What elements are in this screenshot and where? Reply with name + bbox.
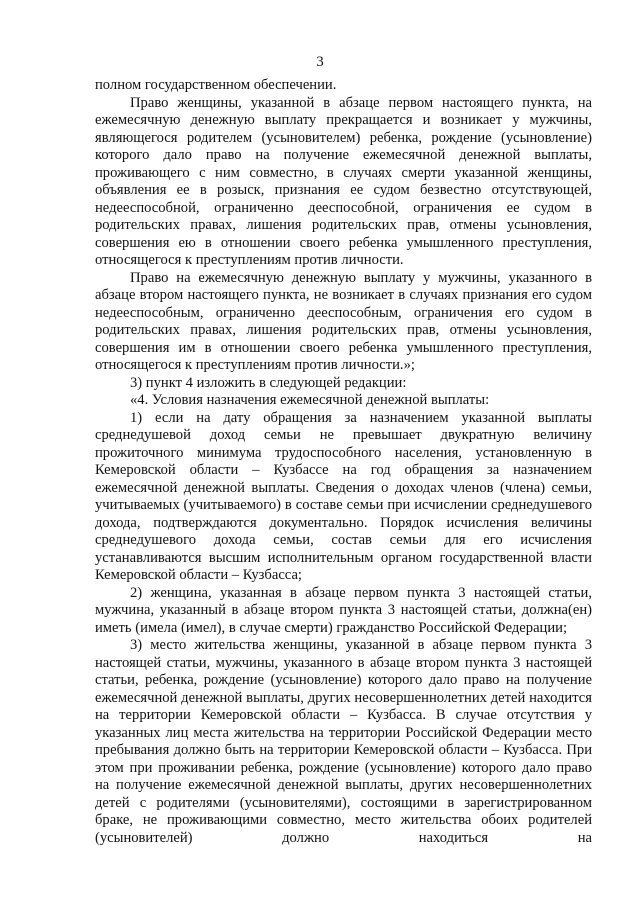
paragraph-condition-1: 1) если на дату обращения за назначением указанной выплаты среднедушевой доход семьи не превышает двукратную величину прожиточного минимума трудоспособного населения, установленную в Кемеровской области – Кузбассе на год обращения за назначением ежемесячной денежной выплаты. Сведения о доходах членов (члена) семьи, учитываемых (учитываемого) в составе семьи при исчислении среднедушевого дохода, подтверждаются документально. Порядок исчисления величины среднедушевого дохода семьи, состав семьи для его исчисления устанавливаются высшим исполнительным органом государственной власти Кемеровской области – Кузбасса; — [95, 409, 592, 583]
paragraph-continuation: полном государственном обеспечении. — [95, 77, 337, 93]
paragraph-section-4-heading: «4. Условия назначения ежемесячной денежной выплаты: — [130, 392, 490, 408]
paragraph-amendment-item-3: 3) пункт 4 изложить в следующей редакции: — [130, 374, 407, 391]
page-number: 3 — [316, 54, 324, 70]
paragraph-woman-right-termination: Право женщины, указанной в абзаце первом настоящего пункта, на ежемесячную денежную выплату прекращается и возникает у мужчины, являющегося родителем (усыновителем) ребенка, рождение (усыновление) которого дало право на получение ежемесячной денежной выплаты, проживающего с ним совместно, в случаях смерти указанной женщины, объявления ее в розыск, признания ее судом безвестно отсутствующей, недееспособной, ограниченно дееспособной, ограничения ее судом в родительских правах, лишения родительских прав, отмены усыновления, совершения ею в отношении своего ребенка умышленного преступления, относящегося к преступлениям против личности. — [95, 94, 592, 268]
paragraph-condition-2: 2) женщина, указанная в абзаце первом пункта 3 настоящей статьи, мужчина, указанный в абзаце втором пункта 3 настоящей статьи, должна(ен) иметь (имела (имел), в случае смерти) гражданство Российской Федерации; — [95, 584, 592, 636]
paragraph-man-right-exclusion: Право на ежемесячную денежную выплату у мужчины, указанного в абзаце втором настоящего пункта, не возникает в случаях признания его судом недееспособным, ограниченно дееспособным, ограничения его судом в родительских правах, лишения родительских прав, отмены усыновления, совершения им в отношении своего ребенка умышленного преступления, относящегося к преступлениям против личности.»; — [95, 269, 592, 373]
paragraph-condition-3: 3) место жительства женщины, указанной в абзаце первом пункта 3 настоящей статьи, мужчины, указанного в абзаце втором пункта 3 настоящей статьи, ребенка, рождение (усыновление) которого дало право на получение ежемесячной денежной выплаты, других несовершеннолетних детей находится на территории Кемеровской области – Кузбасса. В случае отсутствия у указанных лиц места жительства на территории Российской Федерации место пребывания должно быть на территории Кемеровской области – Кузбасса. При этом при проживании ребенка, рождение (усыновление) которого дало право на получение ежемесячной денежной выплаты, других несовершеннолетних детей с родителями (усыновителями), состоящими в зарегистрированном браке, не проживающими совместно, место жительства обоих родителей (усыновителей) должно находиться на — [95, 637, 592, 846]
document-body — [95, 77, 592, 847]
